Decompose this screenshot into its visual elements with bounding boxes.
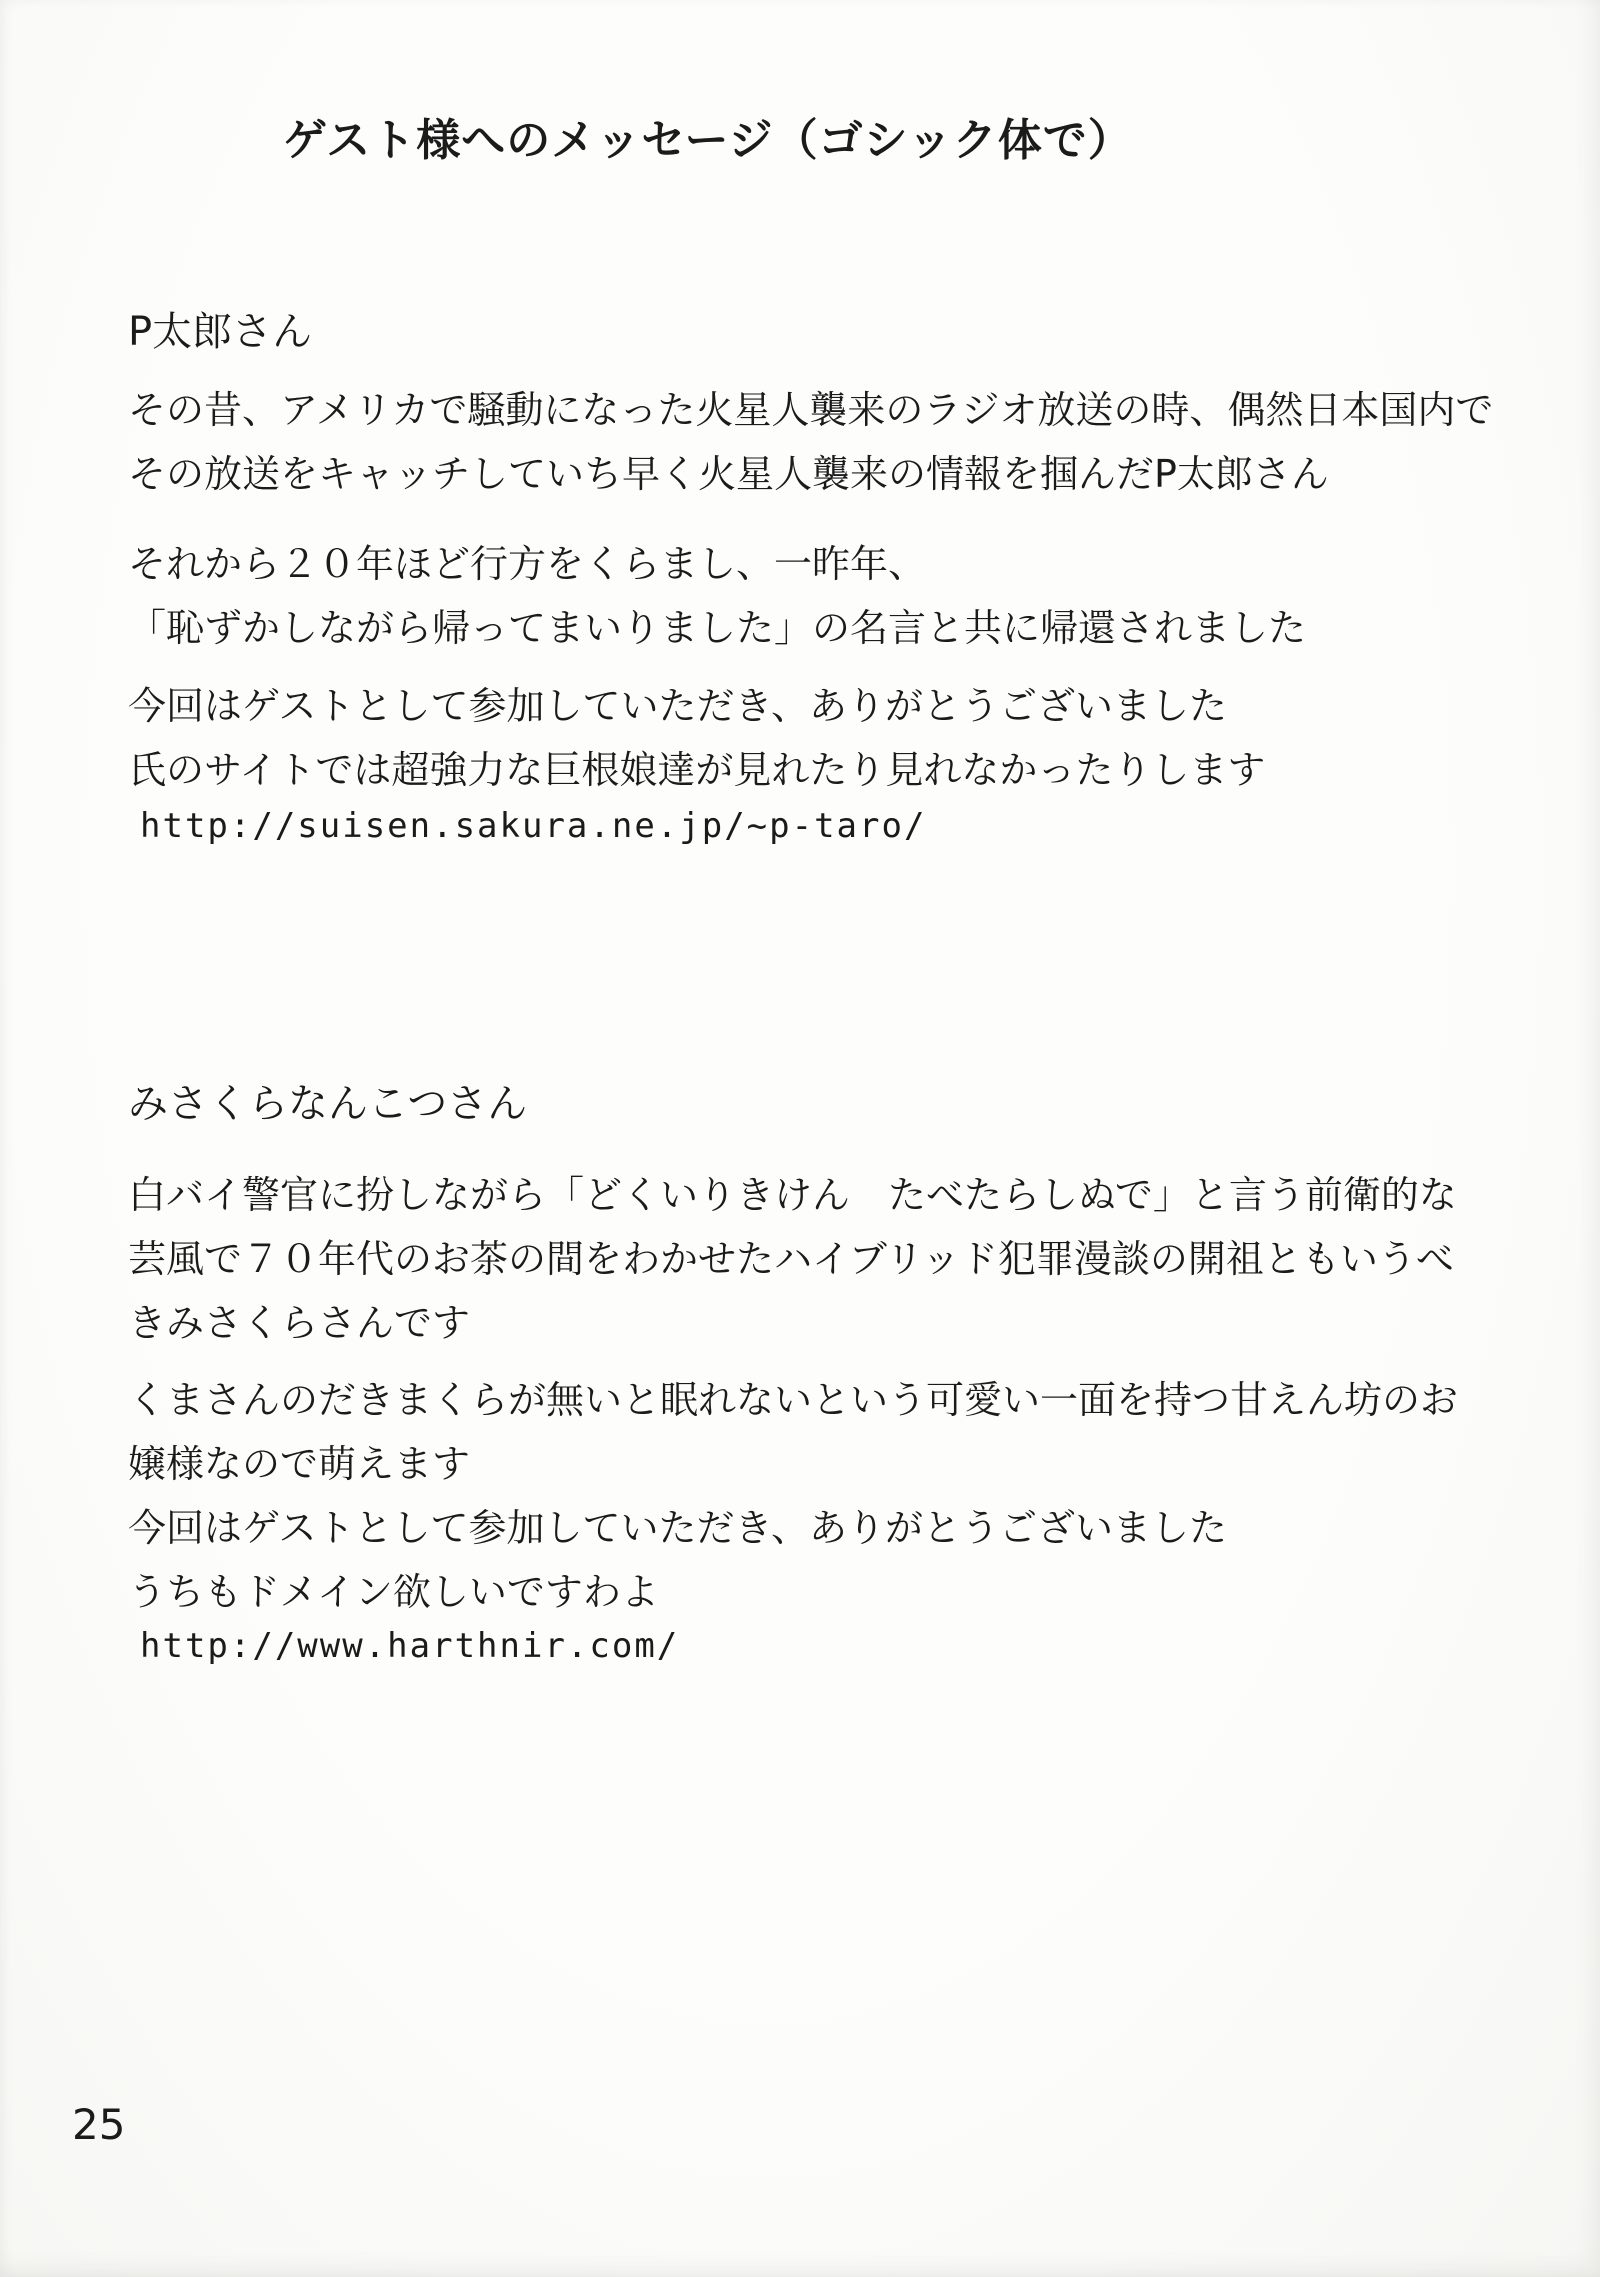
page-number: 25	[72, 2100, 126, 2149]
paragraph	[128, 1368, 1458, 1496]
paragraph-line: その昔、アメリカで騒動になった火星人襲来のラジオ放送の時、偶然日本国内で	[128, 388, 1494, 432]
guest-site-url-misakura: http://www.harthnir.com/	[140, 1626, 680, 1666]
paragraph	[128, 532, 1306, 660]
guest-name-misakura: みさくらなんこつさん	[128, 1081, 528, 1127]
paragraph-line: それから２０年ほど行方をくらまし、一昨年、	[128, 542, 927, 586]
paragraph-line: その放送をキャッチしていち早く火星人襲来の情報を掴んだP太郎さん	[128, 452, 1329, 496]
paragraph-line: 今回はゲストとして参加していただき、ありがとうございました	[128, 1506, 1227, 1550]
paragraph-line: 今回はゲストとして参加していただき、ありがとうございました	[128, 684, 1227, 728]
paragraph-line: 白バイ警官に扮しながら「どくいりきけん たべたらしぬで」と言う前衛的な	[128, 1173, 1457, 1217]
paragraph-line: きみさくらさんです	[128, 1301, 471, 1345]
page-title: ゲスト様へのメッセージ（ゴシック体で）	[283, 115, 1133, 166]
paragraph-line: 「恥ずかしながら帰ってまいりました」の名言と共に帰還されました	[128, 606, 1307, 650]
paragraph	[128, 378, 1493, 506]
paragraph	[128, 1496, 1227, 1624]
paragraph-line: 芸風で７０年代のお茶の間をわかせたハイブリッド犯罪漫談の開祖ともいうべ	[128, 1237, 1454, 1281]
paragraph-line: 嬢様なので萌えます	[128, 1442, 471, 1486]
paragraph	[128, 674, 1265, 802]
guest-name-p-taro: P太郎さん	[128, 309, 313, 355]
guest-site-url-p-taro: http://suisen.sakura.ne.jp/~p-taro/	[140, 806, 927, 846]
paragraph-line: くまさんのだきまくらが無いと眠れないという可愛い一面を持つ甘えん坊のお	[128, 1378, 1459, 1422]
paragraph	[128, 1163, 1457, 1355]
paragraph-line: うちもドメイン欲しいですわよ	[128, 1570, 659, 1614]
paragraph-line: 氏のサイトでは超強力な巨根娘達が見れたり見れなかったりします	[128, 748, 1266, 792]
